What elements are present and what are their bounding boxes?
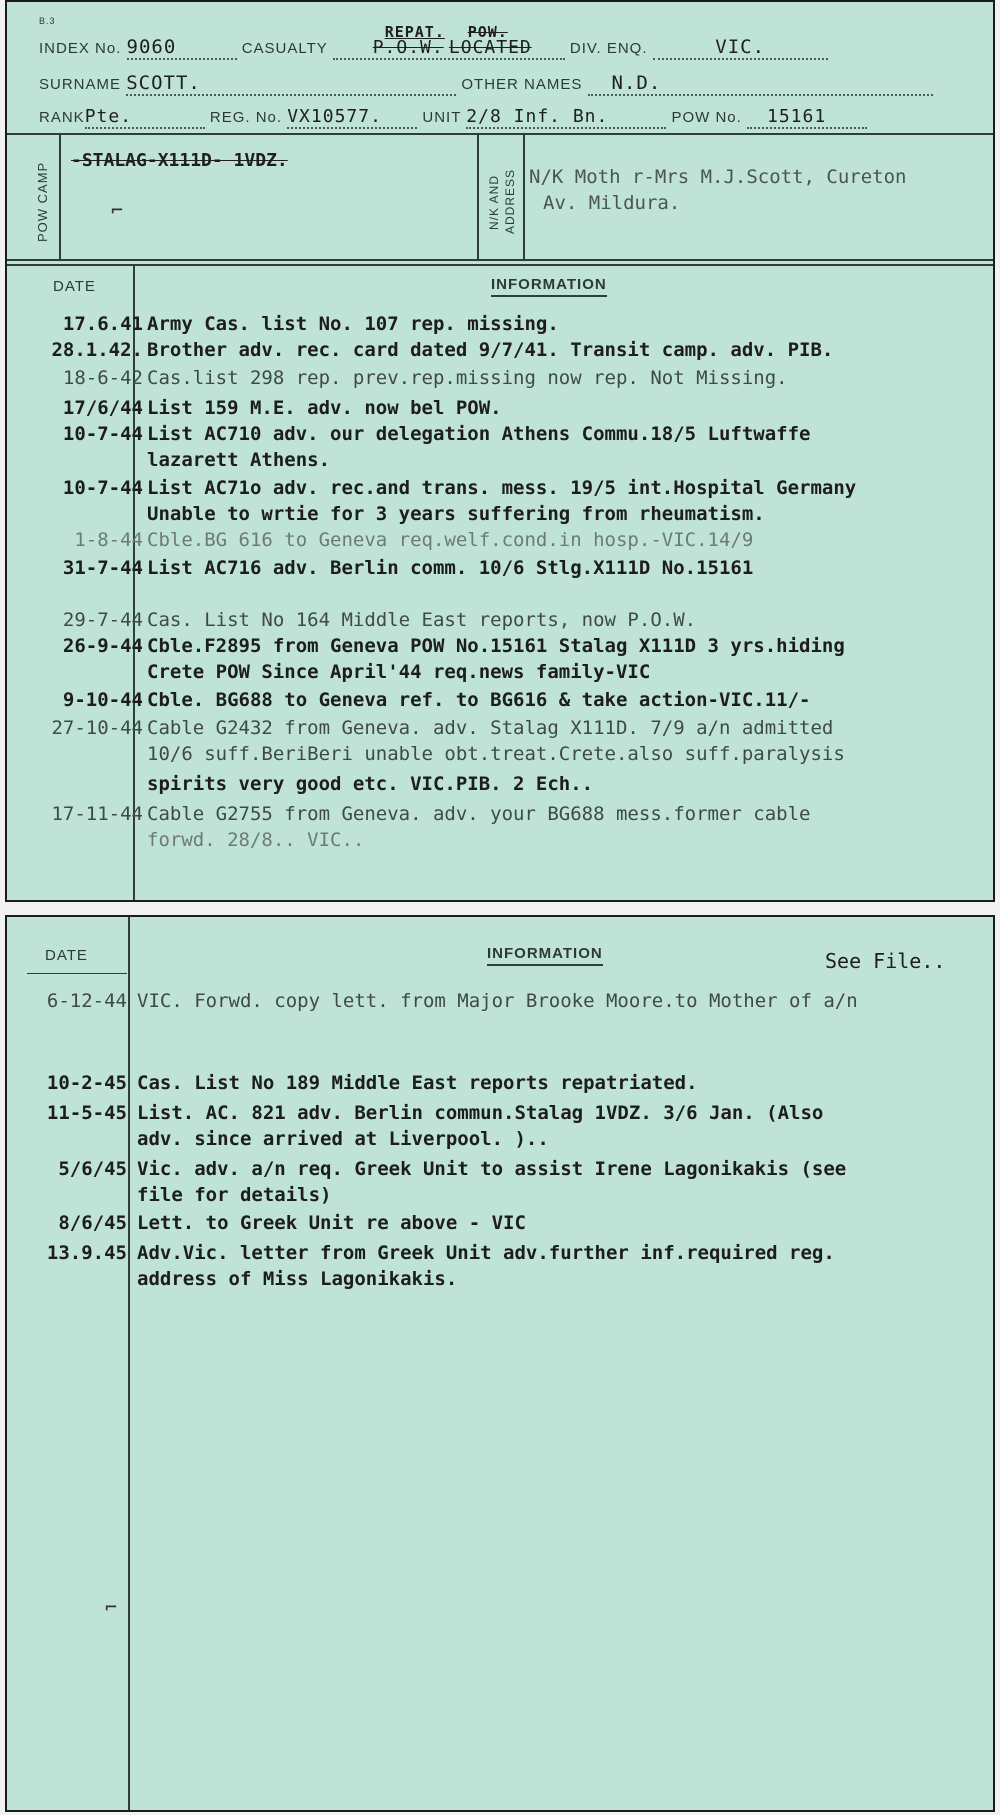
entry-date: 13.9.45	[46, 1242, 127, 1264]
entry-date: 10-7-44	[62, 423, 143, 445]
other-names-label: OTHER NAMES	[461, 76, 583, 93]
nk-address-line-2: Av. Mildura.	[543, 192, 681, 214]
pow-camp-label: POW CAMP	[35, 161, 50, 242]
entry-date: 17/6/44	[62, 397, 143, 419]
tick-mark: ⌐	[105, 1595, 118, 1619]
entry-text: Cble.F2895 from Geneva POW No.15161 Stalag X111D 3 yrs.hiding	[147, 635, 845, 657]
header-divider	[7, 133, 993, 135]
div-enq-label: DIV. ENQ.	[569, 40, 648, 57]
entry-text: Cas. List No 164 Middle East reports, now P.O.W.	[147, 609, 697, 631]
casualty-struck-located: LOCATED	[448, 37, 532, 58]
pow-camp-value: -STALAG-X111D- 1VDZ.	[71, 150, 288, 171]
entry-text: List AC710 adv. our delegation Athens Commu.18/5 Luftwaffe	[147, 423, 811, 445]
unit-value: 2/8 Inf. Bn.	[466, 106, 609, 127]
entry-date: 6-12-44	[46, 990, 127, 1012]
entry-text: Cable G2432 from Geneva. adv. Stalag X111D. 7/9 a/n admitted	[147, 717, 834, 739]
index-card-back	[5, 915, 995, 1812]
card-ref: B.3	[39, 16, 56, 26]
rank-label: RANK	[39, 109, 85, 126]
entry-text: adv. since arrived at Liverpool. )..	[137, 1128, 549, 1150]
entry-text: Adv.Vic. letter from Greek Unit adv.further inf.required reg.	[137, 1242, 835, 1264]
entry-text: Lett. to Greek Unit re above - VIC	[137, 1212, 526, 1234]
entry-date: 8/6/45	[58, 1212, 127, 1234]
info-top-rule	[7, 259, 993, 261]
entry-text: Cable G2755 from Geneva. adv. your BG688 mess.former cable	[147, 803, 811, 825]
div-enq-value: VIC.	[715, 36, 766, 58]
entry-date: 26-9-44	[62, 635, 143, 657]
entry-date: 28.1.42.	[51, 339, 143, 361]
info-top-rule-2	[7, 264, 993, 266]
entry-text: lazarett Athens.	[147, 449, 331, 471]
entry-text: Cble.BG 616 to Geneva req.welf.cond.in hosp.-VIC.14/9	[147, 529, 754, 551]
entry-text: Brother adv. rec. card dated 9/7/41. Transit camp. adv. PIB.	[147, 339, 834, 361]
entry-text: List. AC. 821 adv. Berlin commun.Stalag 1VDZ. 3/6 Jan. (Also	[137, 1102, 824, 1124]
surname-label: SURNAME	[39, 76, 122, 93]
entry-text: Army Cas. list No. 107 rep. missing.	[147, 313, 559, 335]
entry-date: 10-7-44	[62, 477, 143, 499]
entry-text: List AC716 adv. Berlin comm. 10/6 Stlg.X111D No.15161	[147, 557, 754, 579]
entry-date: 29-7-44	[62, 609, 143, 631]
surname-row	[39, 72, 933, 96]
entry-text: Vic. adv. a/n req. Greek Unit to assist Irene Lagonikakis (see	[137, 1158, 847, 1180]
entry-text: 10/6 suff.BeriBeri unable obt.treat.Crete.also suff.paralysis	[147, 743, 845, 765]
rank-row	[39, 106, 867, 129]
entry-date: 17-11-44	[51, 803, 143, 825]
nk-label-1: N/K AND	[487, 174, 501, 230]
entry-text: forwd. 28/8.. VIC..	[147, 829, 365, 851]
entry-text: Cble. BG688 to Geneva ref. to BG616 & take action-VIC.11/-	[147, 689, 811, 711]
entry-text: file for details)	[137, 1184, 332, 1206]
entry-text: List 159 M.E. adv. now bel POW.	[147, 397, 502, 419]
entry-date: 27-10-44	[51, 717, 143, 739]
index-label: INDEX No.	[39, 40, 122, 57]
info-column-header: INFORMATION	[491, 276, 607, 297]
casualty-label: CASUALTY	[241, 40, 328, 57]
reg-no-value: VX10577.	[287, 106, 382, 127]
unit-label: UNIT	[422, 109, 462, 126]
entry-date: 9-10-44	[62, 689, 143, 711]
nk-label-2: ADDRESS	[503, 168, 517, 234]
entry-text: spirits very good etc. VIC.PIB. 2 Ech..	[147, 773, 594, 795]
entry-text: Crete POW Since April'44 req.news family-VIC	[147, 661, 651, 683]
entry-text: address of Miss Lagonikakis.	[137, 1268, 458, 1290]
entry-text: Cas.list 298 rep. prev.rep.missing now rep. Not Missing.	[147, 367, 788, 389]
index-row	[39, 23, 828, 60]
info-column-header: INFORMATION	[487, 945, 603, 966]
entry-date: 1-8-44	[74, 529, 143, 551]
pow-no-label: POW No.	[671, 109, 742, 126]
entry-date: 31-7-44	[62, 557, 143, 579]
entry-text: Cas. List No 189 Middle East reports repatriated.	[137, 1072, 698, 1094]
entry-date: 17.6.41	[62, 313, 143, 335]
entry-text: List AC71o adv. rec.and trans. mess. 19/5 int.Hospital Germany	[147, 477, 857, 499]
date-column-header: DATE	[53, 278, 96, 295]
date-column-divider	[128, 917, 130, 1812]
index-card-front	[5, 0, 995, 902]
entry-date: 18-6-42	[62, 367, 143, 389]
index-value: 9060	[126, 36, 177, 58]
entry-text: VIC. Forwd. copy lett. from Major Brooke Moore.to Mother of a/n	[137, 990, 858, 1012]
see-file-note: See File..	[825, 949, 946, 973]
pow-no-value: 15161	[766, 106, 827, 127]
date-underline	[27, 973, 127, 974]
casualty-struck-pow: P.O.W.	[372, 37, 444, 58]
tick-mark: ⌐	[111, 198, 124, 222]
reg-no-label: REG. No.	[209, 109, 283, 126]
casualty-repat: REPAT.	[384, 23, 445, 41]
entry-date: 5/6/45	[58, 1158, 127, 1180]
rank-value: Pte.	[84, 106, 133, 127]
date-column-header: DATE	[45, 947, 88, 964]
nk-divider-left	[477, 133, 479, 259]
entry-date: 10-2-45	[46, 1072, 127, 1094]
entry-date: 11-5-45	[46, 1102, 127, 1124]
other-names-value: N.D.	[611, 72, 662, 94]
nk-address-line-1: N/K Moth r-Mrs M.J.Scott, Cureton	[529, 166, 907, 188]
nk-divider-right	[523, 133, 525, 259]
pow-camp-divider	[59, 133, 61, 259]
entry-text: Unable to wrtie for 3 years suffering from rheumatism.	[147, 503, 765, 525]
casualty-pow: POW.	[467, 23, 508, 41]
surname-value: SCOTT.	[126, 72, 201, 94]
